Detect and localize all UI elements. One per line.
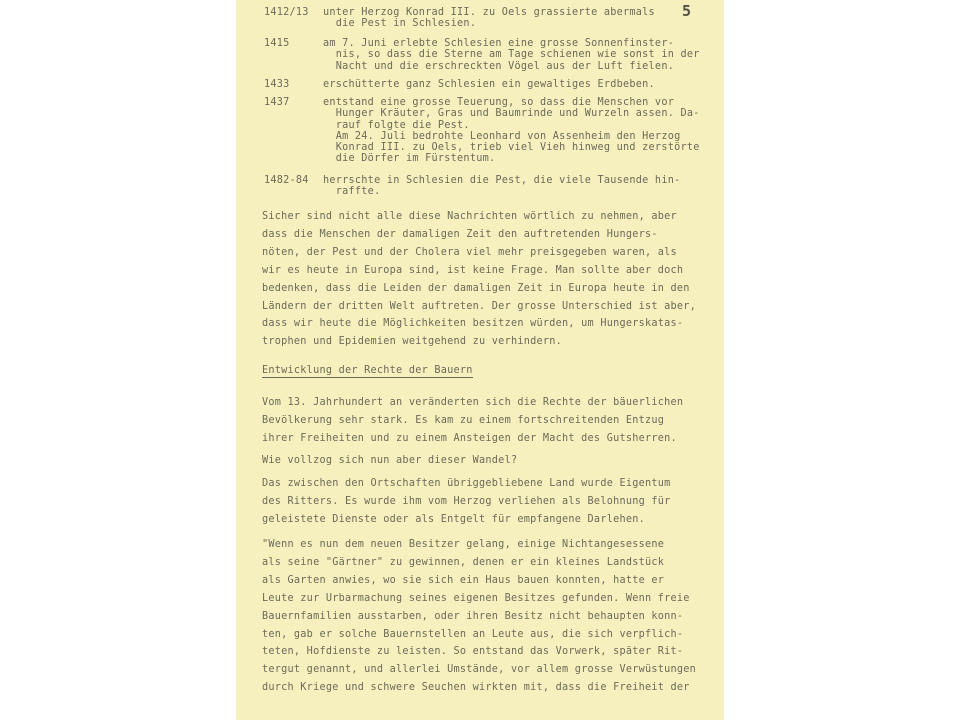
entry-year: 1437 bbox=[264, 97, 290, 108]
paragraph: "Wenn es nun dem neuen Besitzer gelang, einige Nichtangesessene als seine "Gärtner" zu gewinnen, denen er ein kleines Landstück als Garten anwies, wo sie sich ein Haus bauen konnten, hatte er Leute zur Urbarmachung seines eigenen Besitzes gefunden. Wenn freie Bauernfamilien ausstarben, oder ihren Besitz nicht behaupten konn- ten, gab er solche Bauernstellen an Leute aus, die sich verpflich- teten, Hofdienste zu leisten. So entstand das Vorwerk, später Rit- tergut genannt, und allerlei Umstände, vor allem grosse Verwüstungen durch Kriege und schwere Seuchen wirkten mit, dass die Freiheit der bbox=[262, 539, 697, 694]
entry-text: am 7. Juni erlebte Schlesien eine grosse Sonnenfinster- nis, so dass die Sterne am Tage schienen wie sonst in der Nacht und die erschreckten Vögel aus der Luft fielen. bbox=[323, 38, 700, 72]
paragraph: Wie vollzog sich nun aber dieser Wandel? bbox=[262, 455, 518, 466]
paragraph: Das zwischen den Ortschaften übriggebliebene Land wurde Eigentum des Ritters. Es wurde ihm vom Herzog verliehen als Belohnung für geleistete Dienste oder als Entgelt für empfangene Darlehen. bbox=[262, 478, 671, 525]
entry-text: herrschte in Schlesien die Pest, die viele Tausende hin- raffte. bbox=[323, 175, 681, 198]
paragraph: Sicher sind nicht alle diese Nachrichten wörtlich zu nehmen, aber dass die Menschen der damaligen Zeit den auftretenden Hungers- nöten, der Pest und der Cholera viel mehr preisgegeben waren, als wir es heute in Europa sind, ist keine Frage. Man sollte aber doch bedenken, dass die Leiden der damaligen Zeit in Europa heute in den Ländern der dritten Welt auftreten. Der grosse Unterschied ist aber, dass wir heute die Möglichkeiten besitzen würden, um Hungerskatas- trophen und Epidemien weitgehend zu verhindern. bbox=[262, 211, 697, 348]
paragraph: Vom 13. Jahrhundert an veränderten sich die Rechte der bäuerlichen Bevölkerung sehr stark. Es kam zu einem fortschreitenden Entzug ihrer Freiheiten und zu einem Ansteigen der Macht des Gutsherren. bbox=[262, 397, 684, 444]
document-page bbox=[236, 0, 724, 720]
entry-text: erschütterte ganz Schlesien ein gewaltiges Erdbeben. bbox=[323, 79, 655, 90]
entry-year: 1433 bbox=[264, 79, 290, 90]
page-number: 5 bbox=[682, 2, 692, 20]
entry-text: entstand eine grosse Teuerung, so dass die Menschen vor Hunger Kräuter, Gras und Baumrinde und Wurzeln assen. Da- rauf folgte die Pest. Am 24. Juli bedrohte Leonhard von Assenheim den Herzog Konrad III. zu Oels, trieb viel Vieh hinweg und zerstörte die Dörfer im Fürstentum. bbox=[323, 97, 700, 165]
entry-year: 1412/13 bbox=[264, 7, 309, 18]
entry-year: 1482-84 bbox=[264, 175, 309, 186]
entry-year: 1415 bbox=[264, 38, 290, 49]
entry-text: unter Herzog Konrad III. zu Oels grassierte abermals die Pest in Schlesien. bbox=[323, 7, 655, 30]
section-heading: Entwicklung der Rechte der Bauern bbox=[262, 365, 473, 378]
